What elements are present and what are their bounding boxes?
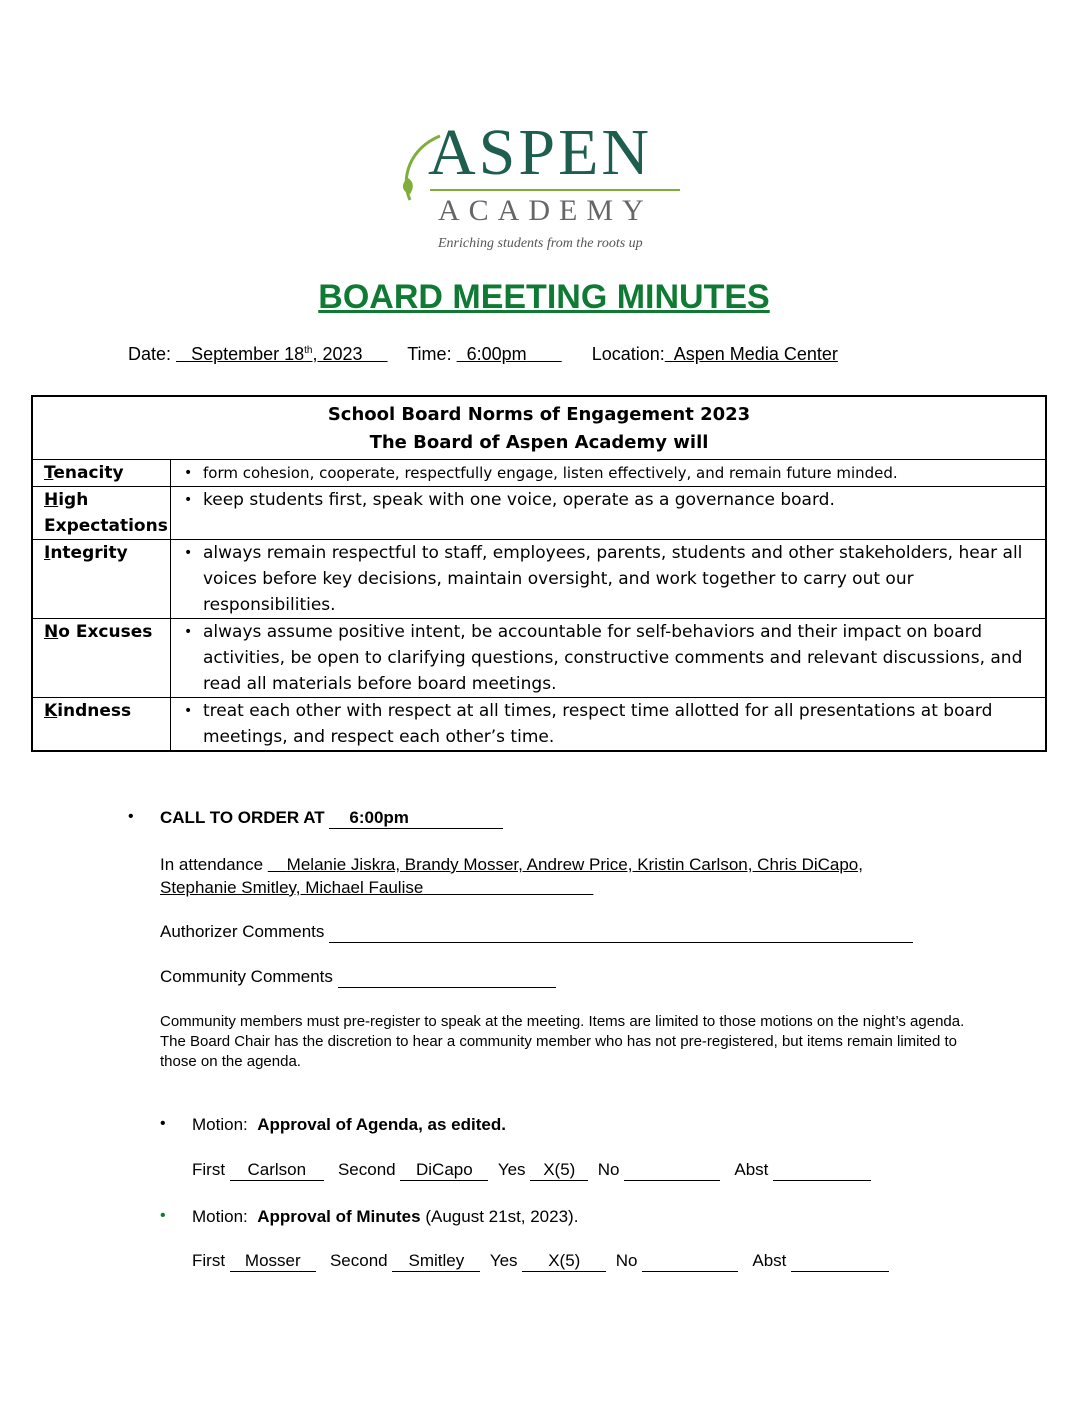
norm-description: • always remain respectful to staff, employees, parents, students and other stakeholders, hear all voices before key decisions, maintain oversight, and work together to carry out our responsibilities.: [171, 540, 1045, 618]
attendance: In attendance Melanie Jiskra, Brandy Mosser, Andrew Price, Kristin Carlson, Chris DiCapo, Stephanie Smitley, Michael Faulise: [160, 855, 863, 897]
motion-minutes-votes: First Mosser Second Smitley Yes X(5) No Abst: [192, 1251, 889, 1272]
norms-table: [31, 395, 1047, 752]
abst-value: [791, 1251, 889, 1272]
norm-name: High Expectations: [33, 487, 171, 539]
norm-description: • treat each other with respect at all times, respect time allotted for all presentations at board meetings, and respect each other’s time.: [171, 698, 1045, 750]
norm-description: • always assume positive intent, be accountable for self-behaviors and their impact on board activities, be open to clarifying questions, constructive comments and relevant discussions, and read all materials before board meetings.: [171, 619, 1045, 697]
norm-row: [33, 540, 1045, 619]
no-value: [642, 1251, 738, 1272]
attendance-names: Melanie Jiskra, Brandy Mosser, Andrew Price, Kristin Carlson, Chris DiCapo, Stephanie Smitley, Michael Faulise: [160, 855, 863, 897]
time-value: 6:00pm: [466, 344, 527, 364]
community-note: Community members must pre-register to speak at the meeting. Items are limited to those motions on the night’s agenda. The Board Chair has the discretion to hear a community member who has not pre-registered, but items remain limited to those on the agenda.: [160, 1013, 965, 1070]
logo-tagline: Enriching students from the roots up: [438, 236, 643, 251]
community-comments-blank[interactable]: [338, 967, 556, 988]
logo-wordmark: ASPEN: [428, 116, 653, 189]
norm-row: [33, 487, 1045, 540]
norm-row: [33, 698, 1045, 750]
logo-subtitle: ACADEMY: [438, 194, 653, 227]
location-label: Location:: [591, 344, 665, 364]
norm-row: [33, 619, 1045, 698]
second-value: Smitley: [392, 1251, 480, 1272]
motion-agenda-votes: First Carlson Second DiCapo Yes X(5) No Abst: [192, 1160, 871, 1181]
norm-row: [33, 460, 1045, 487]
time-label: Time:: [407, 344, 452, 364]
meeting-info: [128, 344, 838, 365]
first-value: Mosser: [230, 1251, 316, 1272]
authorizer-comments-blank[interactable]: [329, 922, 913, 943]
norm-name: Tenacity: [33, 460, 171, 486]
document-title: BOARD MEETING MINUTES: [318, 278, 770, 316]
norm-description: • form cohesion, cooperate, respectfully engage, listen effectively, and remain future minded.: [171, 460, 1045, 486]
norm-name: Kindness: [33, 698, 171, 750]
bullet-icon: •: [160, 1115, 166, 1132]
second-value: DiCapo: [400, 1160, 488, 1181]
norm-description: • keep students first, speak with one voice, operate as a governance board.: [171, 487, 1045, 539]
community-comments: Community Comments: [160, 967, 556, 988]
no-value: [624, 1160, 720, 1181]
date-label: Date:: [128, 344, 172, 364]
yes-value: X(5): [530, 1160, 588, 1181]
location-value: Aspen Media Center: [673, 344, 838, 364]
abst-value: [773, 1160, 871, 1181]
motion-agenda: Motion: Approval of Agenda, as edited.: [192, 1115, 506, 1134]
date-value: [176, 344, 388, 364]
first-value: Carlson: [230, 1160, 324, 1181]
norm-name: No Excuses: [33, 619, 171, 697]
call-to-order-value: 6:00pm: [329, 808, 503, 829]
call-to-order: CALL TO ORDER AT 6:00pm: [160, 808, 503, 829]
bullet-icon: •: [128, 808, 134, 825]
yes-value: X(5): [522, 1251, 606, 1272]
norm-name: Integrity: [33, 540, 171, 618]
norms-heading: School Board Norms of Engagement 2023 The Board of Aspen Academy will: [33, 397, 1045, 460]
date-text: September 18th, 2023: [191, 344, 363, 364]
authorizer-comments: Authorizer Comments: [160, 922, 913, 943]
aspen-academy-logo: [400, 118, 690, 258]
bullet-icon: •: [160, 1207, 166, 1224]
motion-minutes: Motion: Approval of Minutes (August 21st, 2023).: [192, 1207, 579, 1226]
